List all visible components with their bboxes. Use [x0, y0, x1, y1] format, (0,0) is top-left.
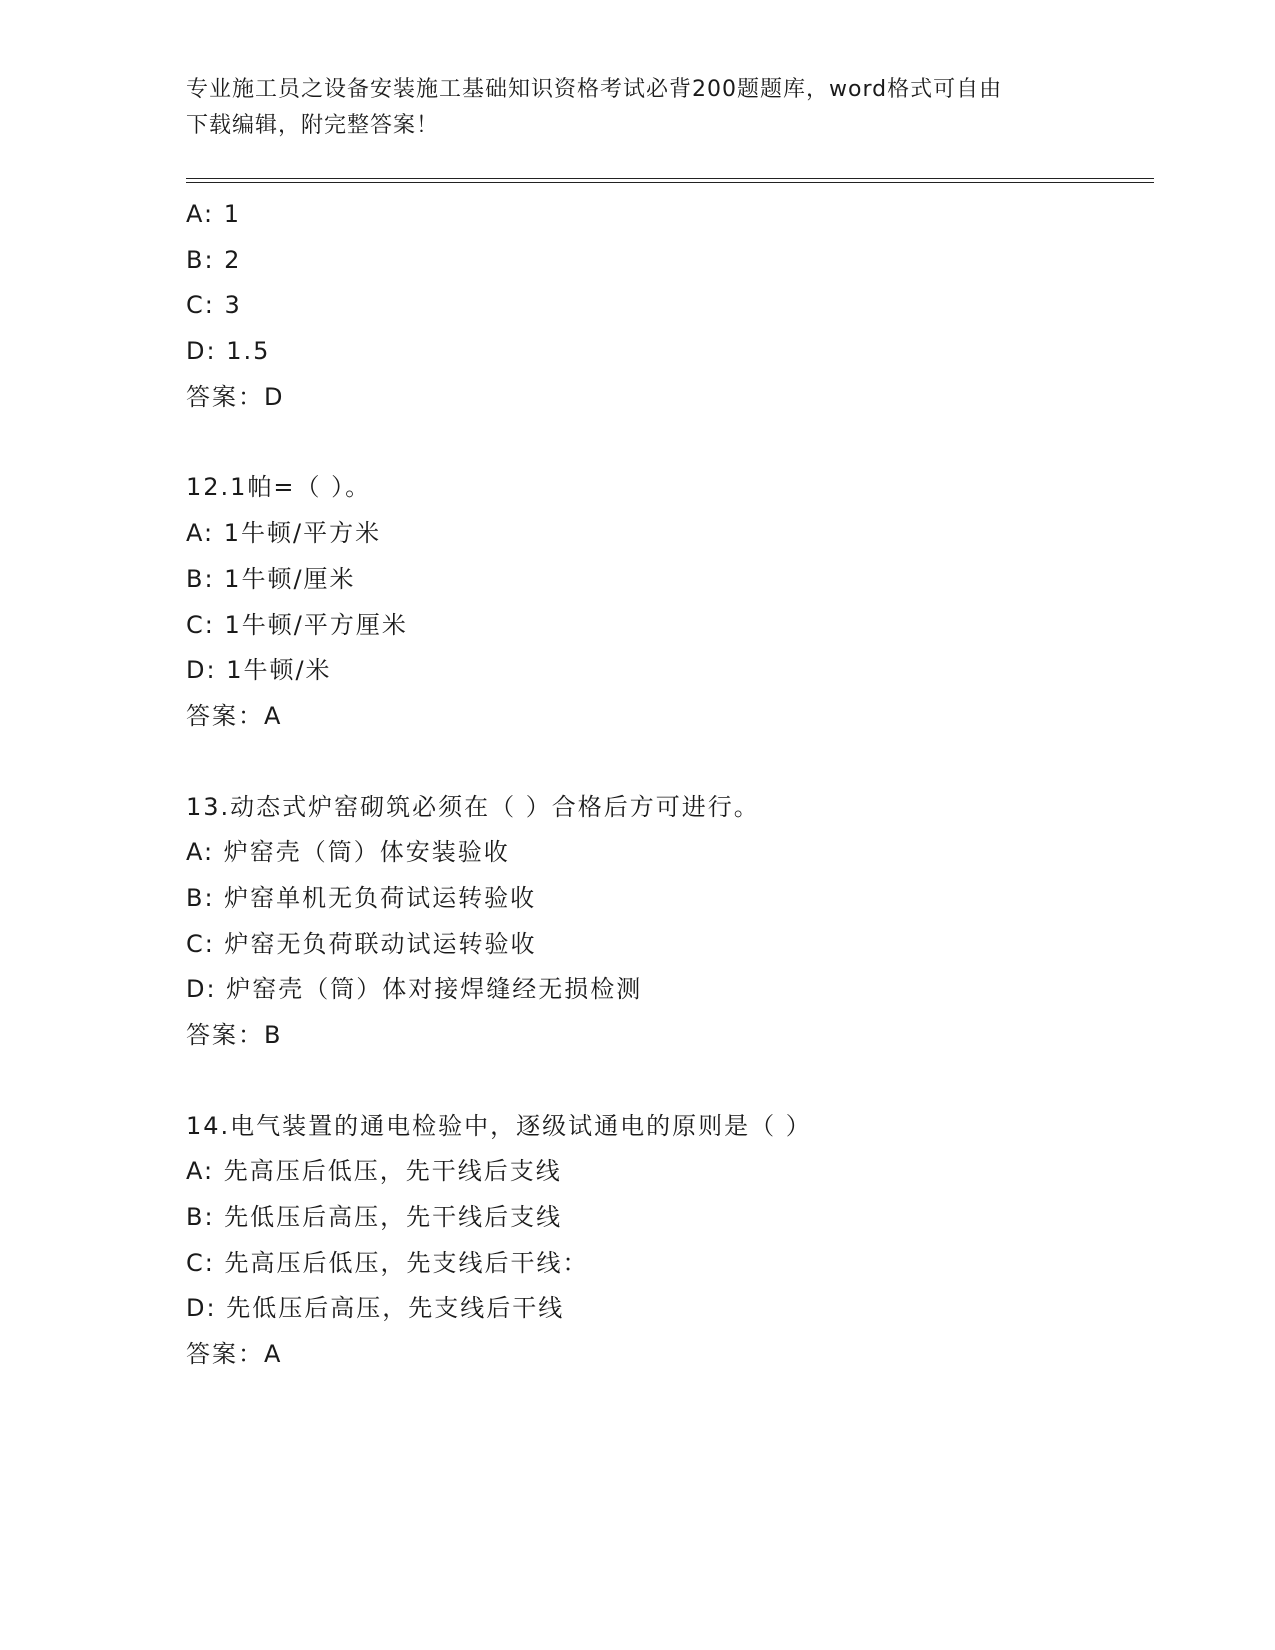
option-a: A: 1 [186, 200, 241, 228]
document-header [186, 72, 1086, 144]
question-title: 12.1帕=（ ）。 [186, 473, 372, 502]
option-d: D: 先低压后高压，先支线后干线 [186, 1294, 565, 1323]
option-b: B: 先低压后高压，先干线后支线 [186, 1203, 563, 1232]
option-c: C: 先高压后低压，先支线后干线： [186, 1248, 589, 1277]
question-title: 14.电气装置的通电检验中，逐级试通电的原则是（ ） [186, 1111, 812, 1140]
question-title: 13.动态式炉窑砌筑必须在（ ）合格后方可进行。 [186, 792, 760, 821]
option-d: D: 炉窑壳（筒）体对接焊缝经无损检测 [186, 975, 643, 1004]
option-d: D: 1.5 [186, 337, 271, 366]
question-14 [186, 1104, 1146, 1378]
question-11-tail [186, 192, 1146, 420]
option-b: B: 1牛顿/厘米 [186, 564, 356, 593]
answer: 答案：B [186, 1021, 283, 1049]
option-d: D: 1牛顿/米 [186, 656, 332, 685]
option-a: A: 1牛顿/平方米 [186, 519, 382, 548]
answer: 答案：D [186, 382, 285, 411]
option-c: C: 3 [186, 291, 242, 320]
question-list [186, 192, 1146, 1378]
option-c: C: 炉窑无负荷联动试运转验收 [186, 929, 537, 958]
answer: 答案：A [186, 1340, 283, 1369]
option-b: B: 炉窑单机无负荷试运转验收 [186, 883, 537, 912]
question-13 [186, 785, 1146, 1059]
option-c: C: 1牛顿/平方厘米 [186, 610, 408, 639]
header-title-line-2: 下载编辑，附完整答案！ [186, 113, 440, 138]
option-a: A: 炉窑壳（筒）体安装验收 [186, 838, 510, 867]
option-b: B: 2 [186, 245, 242, 274]
header-title-line-1: 专业施工员之设备安装施工基础知识资格考试必背200题题库，word格式可自由 [186, 77, 1003, 102]
answer: 答案：A [186, 701, 283, 730]
header-double-rule [186, 178, 1154, 183]
option-a: A: 先高压后低压，先干线后支线 [186, 1157, 562, 1186]
question-12 [186, 465, 1146, 739]
